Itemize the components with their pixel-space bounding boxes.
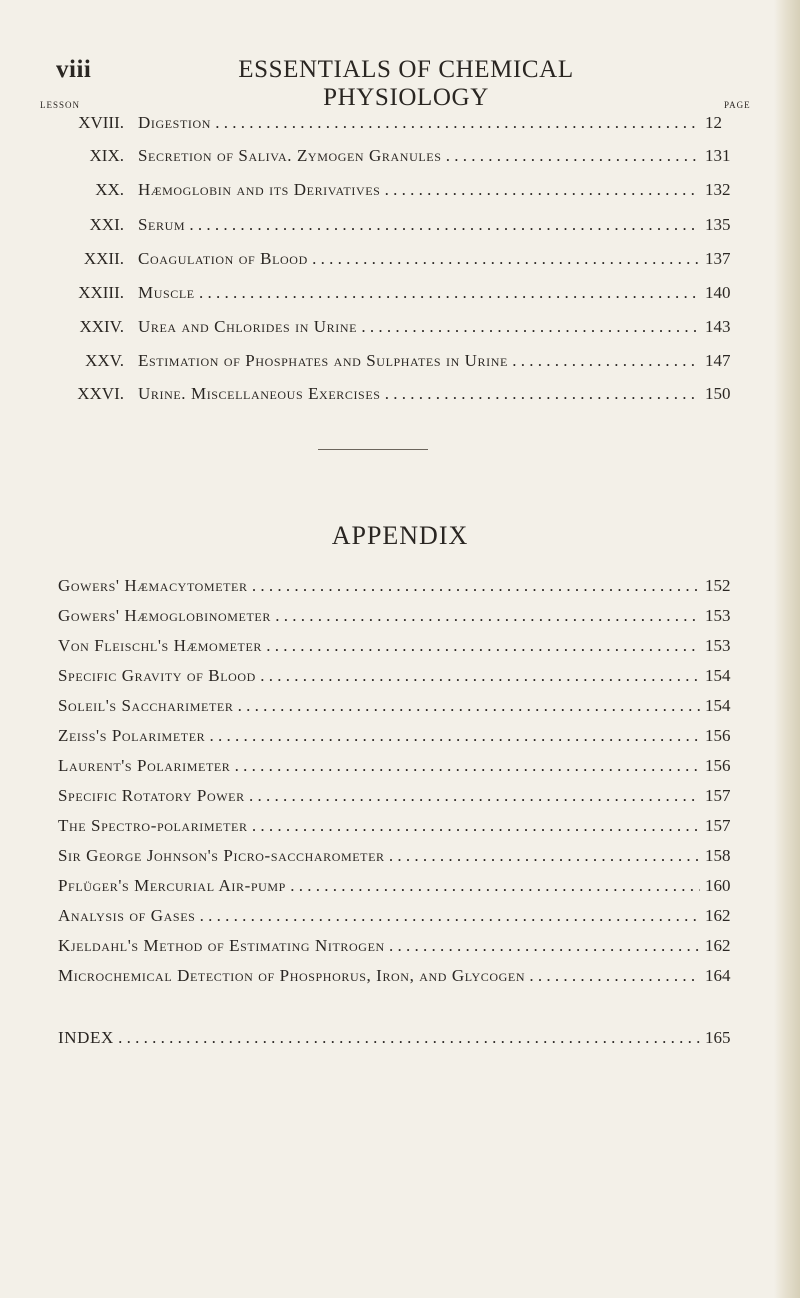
lesson-number: XXII. xyxy=(83,249,124,268)
lesson-title: Urine. Miscellaneous Exercises . . xyxy=(138,384,698,404)
page-number: 153 xyxy=(705,606,731,625)
page-number: 143 xyxy=(705,317,731,336)
appendix-entry-title: Microchemical Detection of Phosphorus, Iron, and Glycogen . . xyxy=(58,966,700,986)
page-number: 154 xyxy=(705,696,731,715)
appendix-entry-title: Gowers' Hæmacytometer . . xyxy=(58,576,700,596)
toc-row xyxy=(0,384,800,418)
appendix-entry-title: Specific Gravity of Blood . . xyxy=(58,666,700,686)
lesson-title: Digestion . . xyxy=(138,113,698,133)
appendix-entry xyxy=(0,936,800,966)
page-number: 135 xyxy=(705,215,731,234)
page-number: 137 xyxy=(705,249,731,268)
toc-row xyxy=(0,317,800,351)
toc-row xyxy=(0,215,800,249)
lesson-number: XXV. xyxy=(85,351,124,370)
appendix-entry xyxy=(0,666,800,696)
appendix-entry xyxy=(0,966,800,996)
page-number: 162 xyxy=(705,936,731,955)
appendix-entry xyxy=(0,576,800,606)
page-column-heading: PAGE xyxy=(724,100,751,110)
lesson-title: Urea and Chlorides in Urine . . xyxy=(138,317,698,337)
appendix-entry-title: Analysis of Gases . . xyxy=(58,906,700,926)
appendix-entry xyxy=(0,906,800,936)
page-number: 165 xyxy=(705,1028,731,1047)
lesson-number: XXI. xyxy=(89,215,124,234)
lesson-number: XXIII. xyxy=(78,283,124,302)
appendix-entry-title: Laurent's Polarimeter . . xyxy=(58,756,700,776)
toc-row xyxy=(0,113,800,147)
appendix-entry-title: The Spectro-polarimeter . . xyxy=(58,816,700,836)
page-number: 156 xyxy=(705,726,731,745)
lesson-number: XXVI. xyxy=(77,384,124,403)
toc-row xyxy=(0,146,800,180)
page-number: 140 xyxy=(705,283,731,302)
lesson-title: Hæmoglobin and its Derivatives . . xyxy=(138,180,698,200)
appendix-entry-title: Soleil's Saccharimeter . . xyxy=(58,696,700,716)
lesson-title: Estimation of Phosphates and Sulphates in Urine . . xyxy=(138,351,698,371)
page-number: 154 xyxy=(705,666,731,685)
section-divider xyxy=(318,449,428,450)
lesson-number: XXIV. xyxy=(79,317,124,336)
page-number: 12 xyxy=(705,113,722,132)
lesson-title: Coagulation of Blood . . xyxy=(138,249,698,269)
toc-row xyxy=(0,283,800,317)
lesson-number: XIX. xyxy=(89,146,124,165)
page-folio: viii xyxy=(56,56,92,83)
toc-row xyxy=(0,180,800,214)
appendix-entry xyxy=(0,846,800,876)
page-number: 164 xyxy=(705,966,731,985)
appendix-entry-title: Kjeldahl's Method of Estimating Nitrogen . . xyxy=(58,936,700,956)
appendix-entry xyxy=(0,756,800,786)
appendix-entry-title: Pflüger's Mercurial Air-pump . . xyxy=(58,876,700,896)
toc-row xyxy=(0,351,800,385)
appendix-entry xyxy=(0,726,800,756)
lesson-title: Secretion of Saliva. Zymogen Granules . . xyxy=(138,146,698,166)
index-title: INDEX . . xyxy=(58,1028,700,1048)
appendix-heading: APPENDIX xyxy=(331,521,469,550)
appendix-entry-title: Specific Rotatory Power . . xyxy=(58,786,700,806)
running-title: ESSENTIALS OF CHEMICAL PHYSIOLOGY xyxy=(238,56,574,111)
page-number: 131 xyxy=(705,146,731,165)
appendix-entry xyxy=(0,786,800,816)
page-number: 158 xyxy=(705,846,731,865)
appendix-entry-title: Sir George Johnson's Picro-saccharometer . . xyxy=(58,846,700,866)
appendix-entry xyxy=(0,696,800,726)
appendix-entry xyxy=(0,876,800,906)
appendix-entry-title: Von Fleischl's Hæmometer . . xyxy=(58,636,700,656)
page-number: 162 xyxy=(705,906,731,925)
appendix-entry xyxy=(0,606,800,636)
toc-row xyxy=(0,249,800,283)
page-number: 157 xyxy=(705,816,731,835)
lesson-column-heading: LESSON xyxy=(40,100,81,110)
appendix-entry-title: Gowers' Hæmoglobinometer . . xyxy=(58,606,700,626)
appendix-entry xyxy=(0,636,800,666)
lesson-number: XVIII. xyxy=(78,113,124,132)
page-number: 147 xyxy=(705,351,731,370)
index-entry xyxy=(0,1028,800,1058)
lesson-number: XX. xyxy=(95,180,124,199)
lesson-title: Muscle . . xyxy=(138,283,698,303)
page-number: 152 xyxy=(705,576,731,595)
lesson-title: Serum . . xyxy=(138,215,698,235)
page-number: 150 xyxy=(705,384,731,403)
page-number: 156 xyxy=(705,756,731,775)
appendix-entry xyxy=(0,816,800,846)
page-number: 153 xyxy=(705,636,731,655)
appendix-entry-title: Zeiss's Polarimeter . . xyxy=(58,726,700,746)
page-number: 157 xyxy=(705,786,731,805)
page-number: 160 xyxy=(705,876,731,895)
page-number: 132 xyxy=(705,180,731,199)
